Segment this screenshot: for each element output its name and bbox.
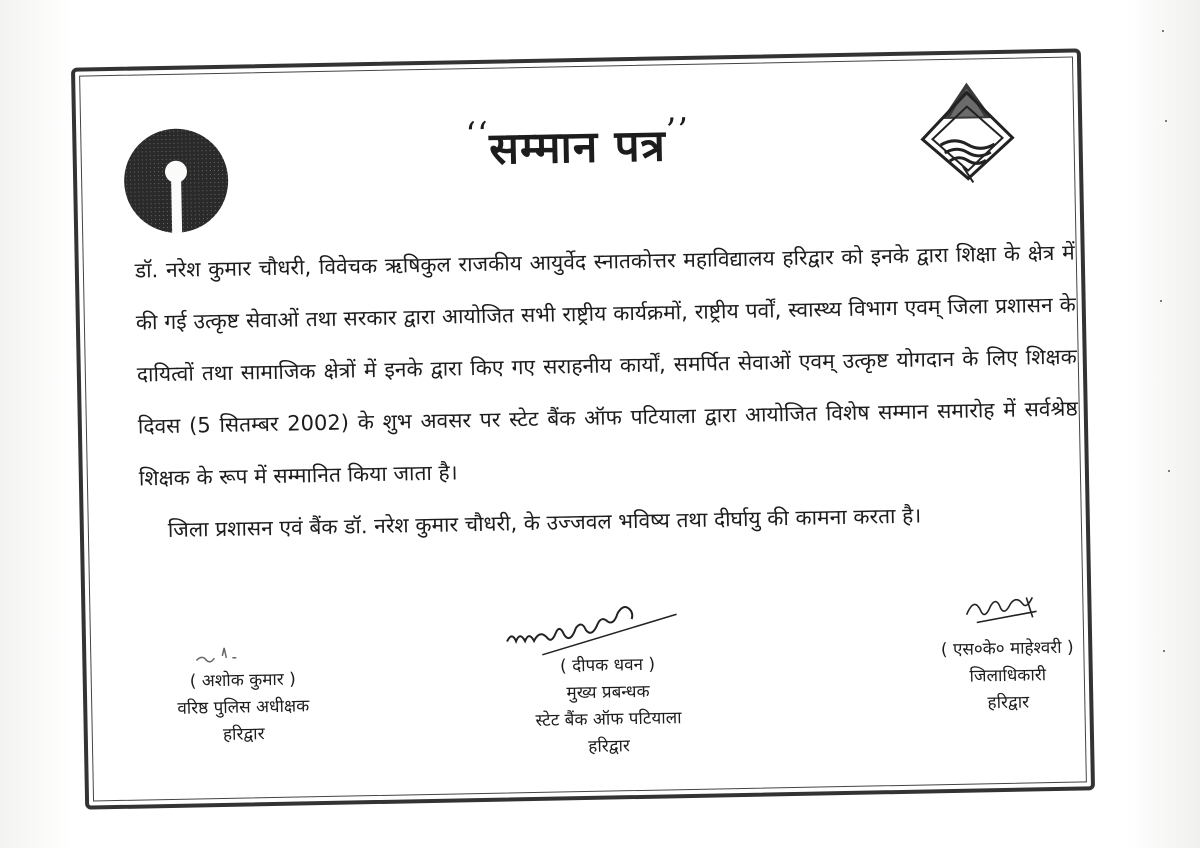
signatory-left-place: हरिद्वार (222, 724, 265, 745)
scan-speck (1160, 300, 1162, 302)
certificate-frame (71, 48, 1095, 809)
scan-speck (1162, 30, 1164, 32)
signatory-middle-designation: मुख्य प्रबन्धक (566, 681, 650, 704)
middle-signature (501, 594, 692, 658)
certificate-title: सम्मान पत्र (488, 120, 667, 175)
certificate-paragraph-2: जिला प्रशासन एवं बैंक डॉ. नरेश कुमार चौधरी, के उज्जवल भविष्य तथा दीर्घायु की कामना करता है। (167, 503, 922, 542)
signatory-middle (502, 651, 714, 763)
title-quote-close: ’’ (665, 110, 690, 152)
title-quote-open: ‘‘ (465, 114, 490, 156)
signatory-middle-name: ( दीपक धवन ) (559, 654, 656, 677)
signatory-left (143, 666, 345, 751)
scan-speck (1163, 650, 1165, 652)
signatory-right-place: हरिद्वार (987, 692, 1030, 714)
certificate-body (134, 227, 1080, 557)
scan-speck (1165, 120, 1167, 122)
signatory-middle-place: हरिद्वार (588, 736, 631, 757)
certificate-paragraph-1: डॉ. नरेश कुमार चौधरी, विवेचक ऋषिकुल राजकीय आयुर्वेद स्नातकोत्तर महाविद्यालय हरिद्वार को इनके द्वारा शिक्षा के क्षेत्र में की गई उत्कृष्ट सेवाओं तथा सरकार द्वारा आयोजित सभी राष्ट्रीय कार्यक्रमों, राष्ट्रीय पर्वों, स्वास्थ्य विभाग एवम् जिला प्रशासन के दायित्वों तथा सामाजिक क्षेत्रों में इनके द्वारा किए गए सराहनीय कार्यों, समर्पित सेवाओं एवम् उत्कृष्ट योगदान के लिए शिक्षक दिवस (5 सितम्बर 2002) के शुभ अवसर पर स्टेट बैंक ऑफ पटियाला द्वारा आयोजित विशेष सम्मान समारोह में सर्वश्रेष्ठ शिक्षक के रूप में सम्मानित किया जाता है। (134, 240, 1078, 491)
signatory-right-designation: जिलाधिकारी (969, 665, 1047, 687)
signatory-middle-organization: स्टेट बैंक ऑफ पटियाला (535, 708, 682, 731)
signatory-left-name: ( अशोक कुमार ) (189, 669, 296, 692)
signatory-right-name: ( एस०के० माहेश्वरी ) (940, 637, 1074, 661)
signatory-right (922, 634, 1094, 718)
scan-speck (1168, 470, 1170, 472)
left-signature-mark (192, 639, 253, 670)
right-signature (956, 589, 1047, 631)
signatory-left-designation: वरिष्ठ पुलिस अधीक्षक (177, 696, 310, 719)
